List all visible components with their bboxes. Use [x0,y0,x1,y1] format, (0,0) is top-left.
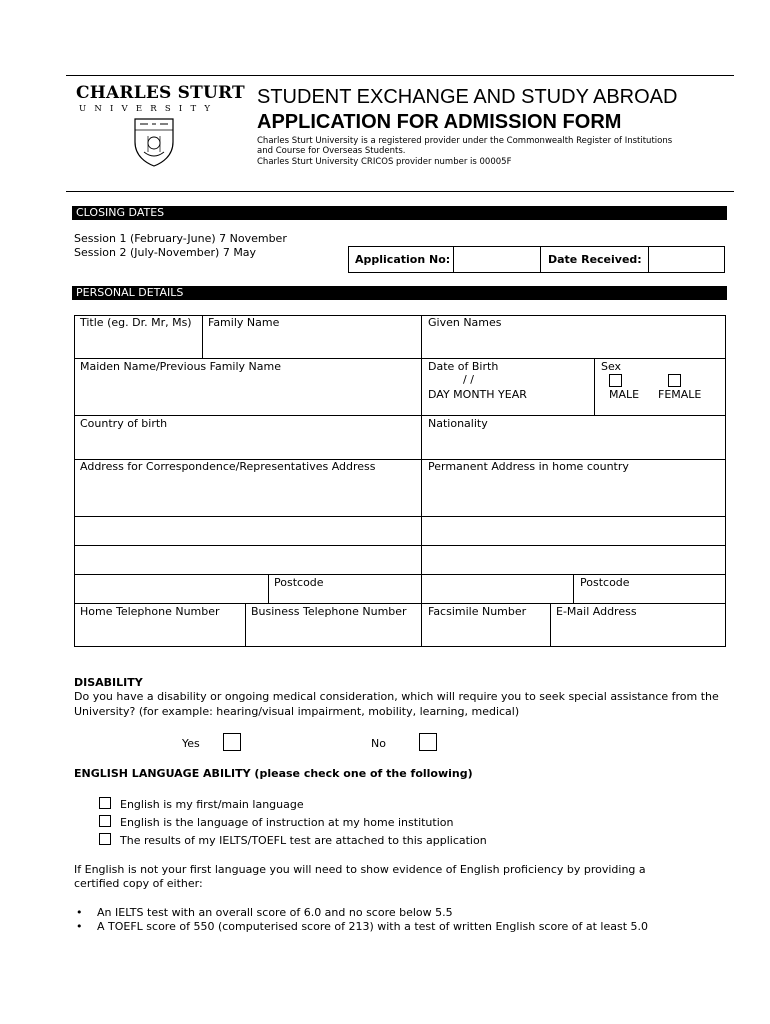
given-names-label: Given Names [428,316,502,329]
date-of-birth-parts: DAY MONTH YEAR [428,388,527,401]
english-option-3-checkbox[interactable] [99,833,111,845]
provider-note-line3: Charles Sturt University CRICOS provider number is 00005F [257,157,512,167]
correspondence-postcode-label: Postcode [274,576,324,589]
disability-no-label: No [371,737,386,750]
nationality-label: Nationality [428,417,488,430]
header-bottom-rule [66,191,734,192]
logo-university: UNIVERSITY [79,104,219,114]
university-crest-icon [132,116,176,168]
english-option-3-label: The results of my IELTS/TOEFL test are attached to this application [120,834,487,847]
email-label: E-Mail Address [556,605,637,618]
male-label: MALE [609,388,640,401]
logo-name: CHARLES STURT [76,83,245,103]
session2-date: Session 2 (July-November) 7 May [74,246,257,259]
maiden-name-label: Maiden Name/Previous Family Name [80,360,281,373]
correspondence-address-line3[interactable] [74,545,422,575]
date-received-field[interactable] [648,246,725,273]
disability-yes-label: Yes [182,737,200,750]
disability-question-line2: University? (for example: hearing/visual impairment, mobility, learning, medical) [74,705,520,718]
country-of-birth-label: Country of birth [80,417,168,430]
english-option-1-label: English is my first/main language [120,798,304,811]
english-heading: ENGLISH LANGUAGE ABILITY (please check one of the following) [74,767,473,780]
bullet-2-marker: • [76,920,83,933]
permanent-address-line2[interactable] [421,516,726,546]
permanent-address-label: Permanent Address in home country [428,460,629,473]
male-checkbox[interactable] [609,374,622,387]
disability-heading: DISABILITY [74,676,143,689]
family-name-label: Family Name [208,316,280,329]
bullet-1-text: An IELTS test with an overall score of 6.0 and no score below 5.5 [97,906,453,919]
female-checkbox[interactable] [668,374,681,387]
date-of-birth-label: Date of Birth [428,360,499,373]
bullet-1-marker: • [76,906,83,919]
title-label: Title (eg. Dr. Mr, Ms) [80,316,192,329]
business-phone-label: Business Telephone Number [251,605,407,618]
permanent-postcode-label: Postcode [580,576,630,589]
english-info-line1: If English is not your first language you will need to show evidence of English proficiency by providing a [74,863,646,876]
provider-note-line1: Charles Sturt University is a registered provider under the Commonwealth Register of Institutions [257,136,673,146]
disability-no-checkbox[interactable] [419,733,437,751]
home-phone-label: Home Telephone Number [80,605,220,618]
fax-label: Facsimile Number [428,605,527,618]
bullet-2-text: A TOEFL score of 550 (computerised score of 213) with a test of written English score of at least 5.0 [97,920,649,933]
page-title-line2: APPLICATION FOR ADMISSION FORM [257,111,622,133]
english-option-2-checkbox[interactable] [99,815,111,827]
female-label: FEMALE [658,388,702,401]
session1-date: Session 1 (February-June) 7 November [74,232,287,245]
english-info-line2: certified copy of either: [74,877,203,890]
page-title-line1: STUDENT EXCHANGE AND STUDY ABROAD [257,86,678,108]
english-option-1-checkbox[interactable] [99,797,111,809]
application-no-field[interactable] [453,246,541,273]
disability-question-line1: Do you have a disability or ongoing medical consideration, which will require you to seek special assistance from the [74,690,719,703]
personal-details-heading: PERSONAL DETAILS [72,286,727,300]
english-option-2-label: English is the language of instruction at my home institution [120,816,454,829]
closing-dates-heading: CLOSING DATES [72,206,727,220]
correspondence-address-label: Address for Correspondence/Representatives Address [80,460,376,473]
sex-label: Sex [601,360,622,373]
permanent-address-line4[interactable] [421,574,574,604]
date-of-birth-separators: / / [463,373,474,386]
provider-note-line2: and Course for Overseas Students. [257,146,406,156]
permanent-address-line3[interactable] [421,545,726,575]
header-top-rule [66,75,734,76]
date-received-label: Date Received: [548,253,642,266]
correspondence-address-line2[interactable] [74,516,422,546]
correspondence-address-line4[interactable] [74,574,269,604]
application-no-label: Application No: [355,253,451,266]
disability-yes-checkbox[interactable] [223,733,241,751]
